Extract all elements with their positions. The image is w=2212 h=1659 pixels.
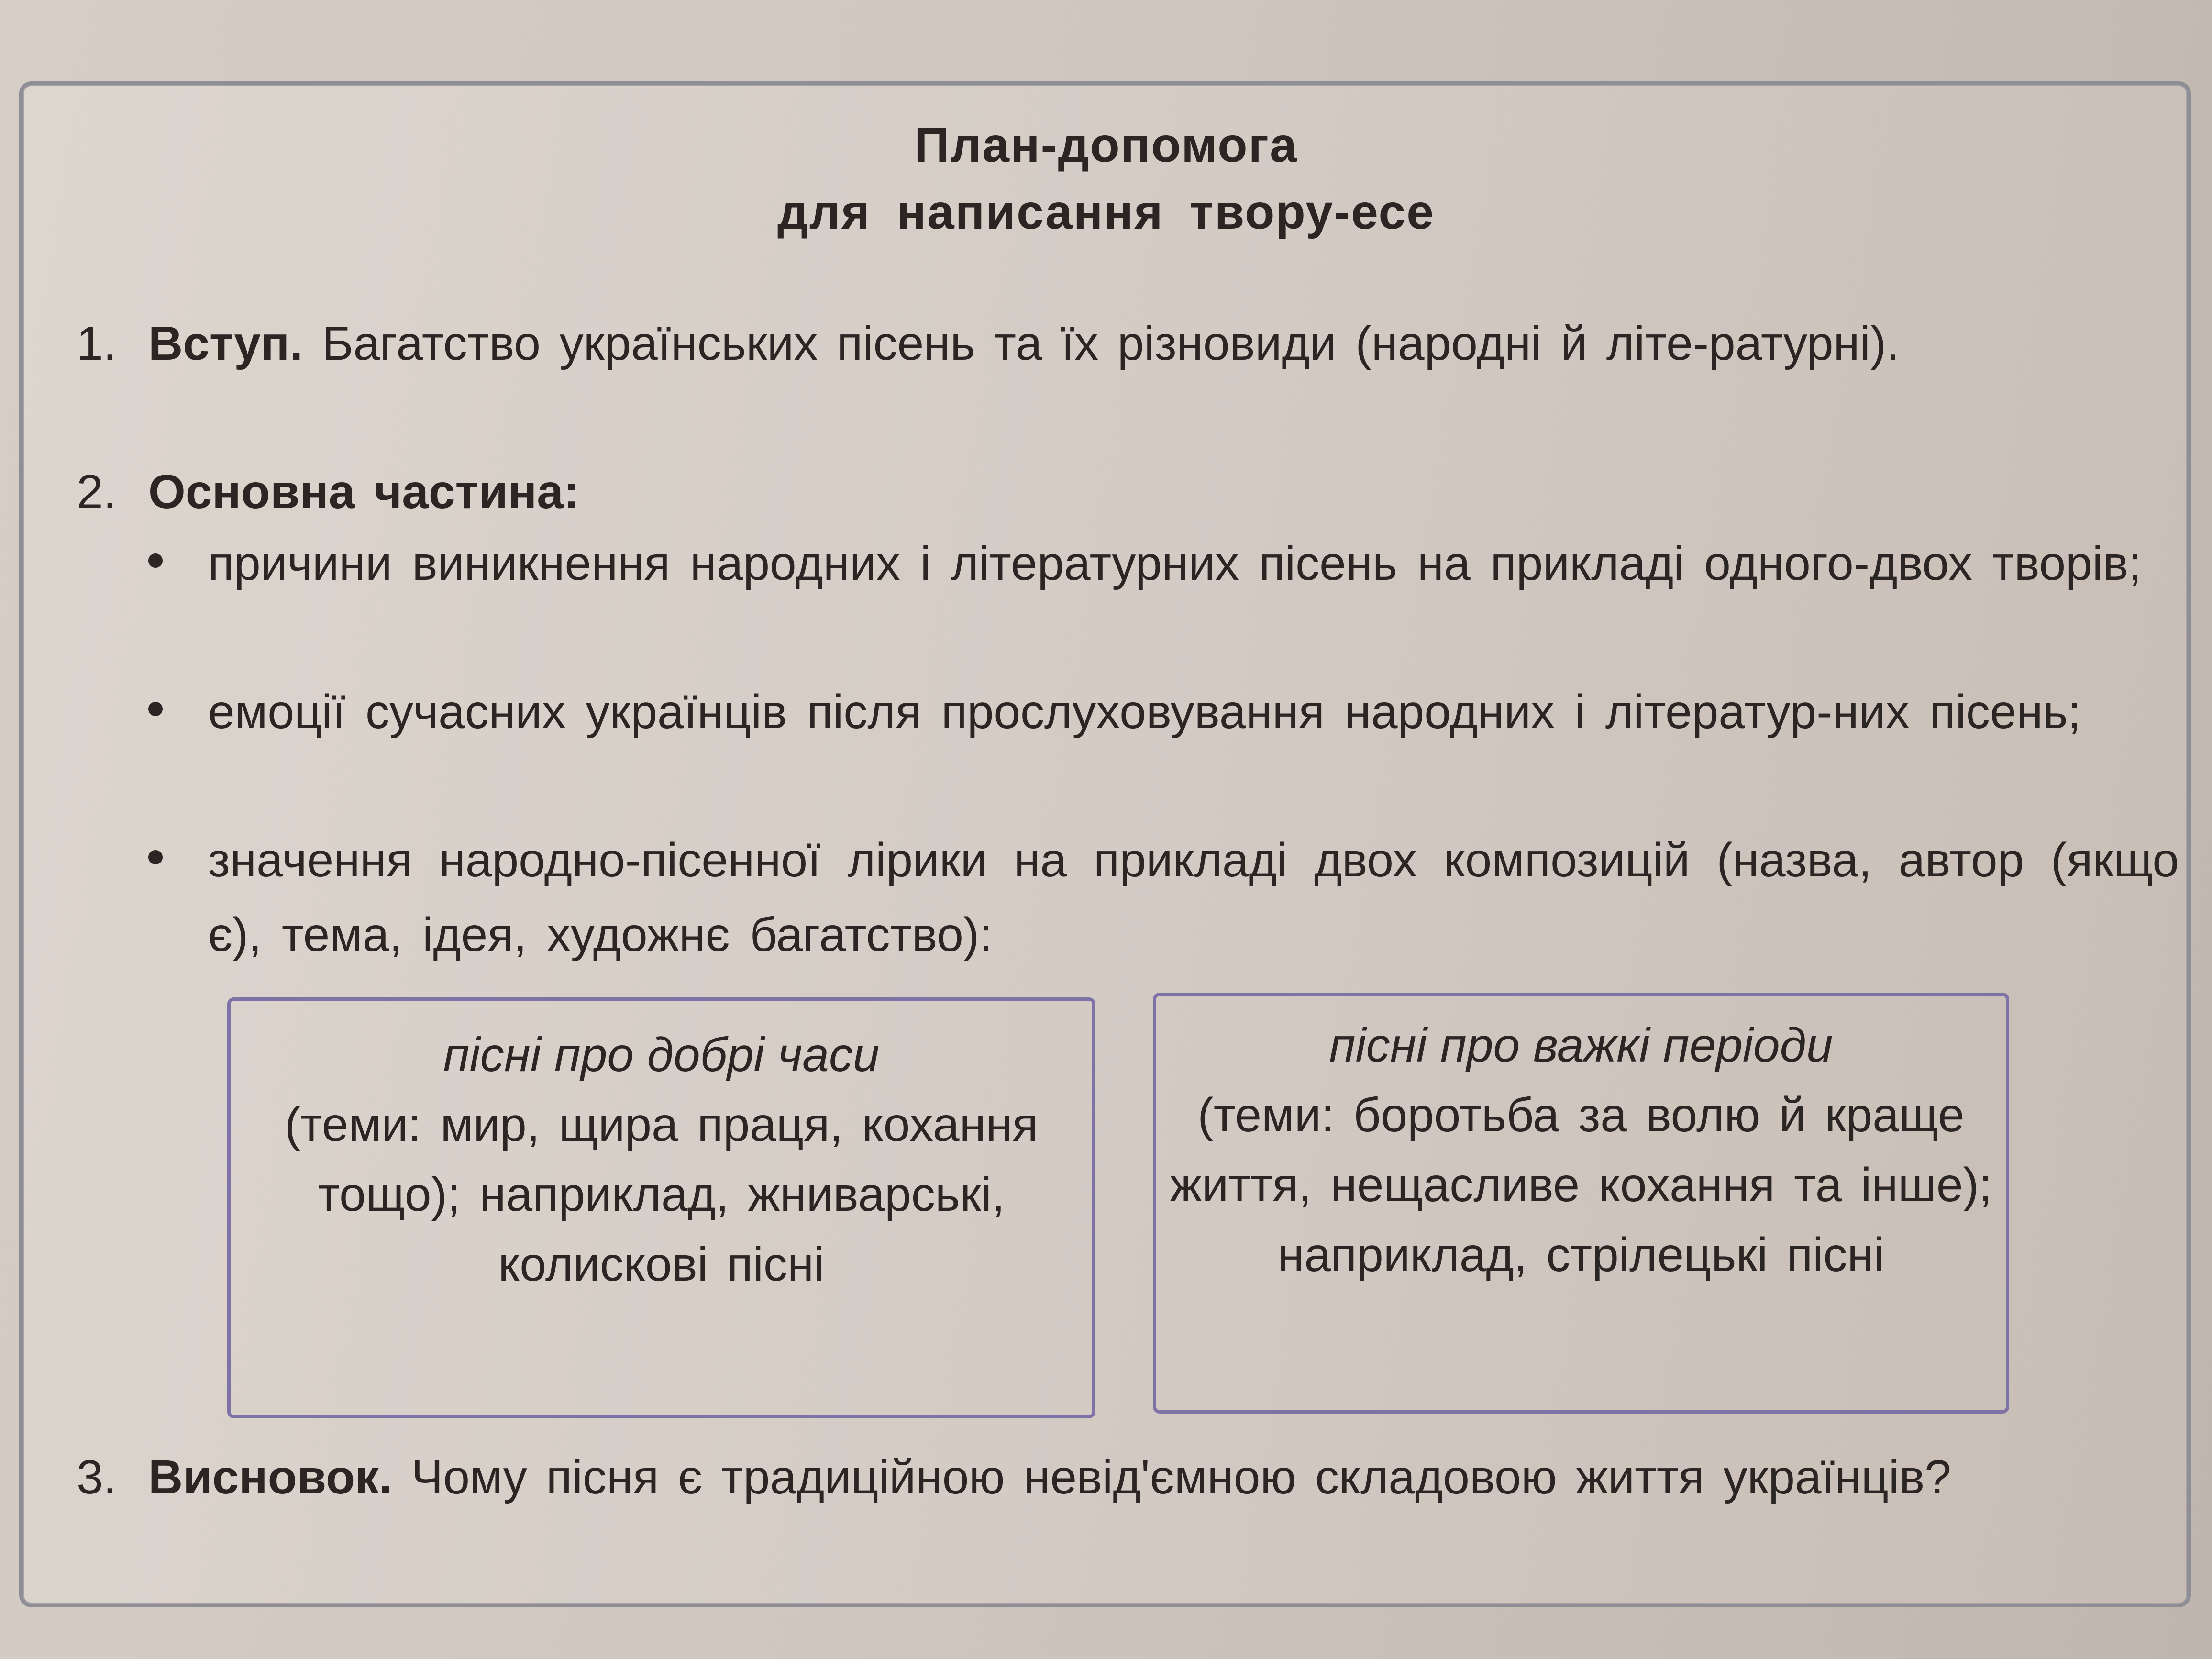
plan-item-main	[77, 454, 2210, 531]
good-times-songs-box	[227, 997, 1095, 1418]
bullet-text: значення народно-пісенної лірики на прикладі двох композицій (назва, автор (якщо є), тема, ідея, художнє багатство):	[208, 833, 2179, 962]
box-text: (теми: мир, щира праця, кохання тощо); наприклад, жниварські, колискові пісні	[284, 1098, 1039, 1291]
item-text: Чому пісня є традиційною невід'ємною складовою життя українців?	[411, 1450, 1951, 1504]
bullet-dot-icon	[148, 553, 163, 568]
item-text: Багатство українських пісень та їх різновиди (народні й літе-ратурні).	[321, 317, 1900, 370]
bullet-item	[144, 526, 2191, 679]
item-body	[148, 454, 2212, 529]
item-heading: Основна частина:	[148, 465, 580, 519]
hard-times-songs-box	[1153, 993, 2009, 1414]
plan-item-intro	[77, 306, 2210, 459]
item-number: 1.	[77, 317, 117, 370]
plan-item-conclusion	[77, 1440, 2210, 1593]
bullet-text: емоції сучасних українців після прослуховування народних і літератур-них пісень;	[208, 685, 2081, 739]
item-heading: Вступ.	[148, 317, 303, 370]
item-heading: Висновок.	[148, 1450, 392, 1504]
item-body	[148, 1440, 2212, 1515]
item-number: 3.	[77, 1450, 117, 1504]
bullet-dot-icon	[148, 850, 163, 864]
bullet-item	[144, 823, 2191, 976]
plan-subtitle: для написання твору-есе	[777, 185, 1435, 239]
item-body	[148, 306, 2212, 381]
bullet-text: причини виникнення народних і літературних пісень на прикладі одного-двох творів;	[208, 537, 2142, 590]
bullet-dot-icon	[148, 702, 163, 716]
box-title: пісні про добрі часи	[443, 1028, 880, 1082]
box-text: (теми: боротьба за волю й краще життя, нещасливе кохання та інше); наприклад, стрілецькі пісні	[1170, 1088, 1992, 1282]
box-title: пісні про важкі періоди	[1329, 1018, 1833, 1072]
item-number: 2.	[77, 465, 117, 519]
bullet-item	[144, 675, 2191, 828]
plan-title: План-допомога	[914, 118, 1298, 172]
